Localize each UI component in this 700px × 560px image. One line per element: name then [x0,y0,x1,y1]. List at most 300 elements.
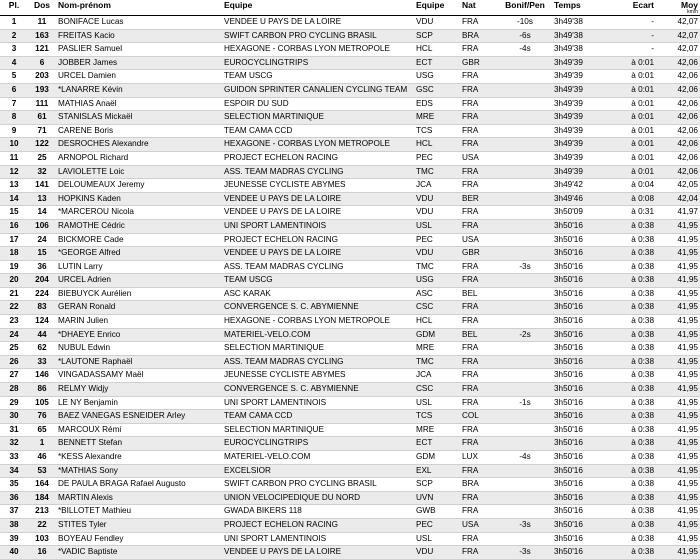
cell-gap: à 0:38 [606,451,656,465]
cell-gap: à 0:38 [606,247,656,261]
cell-bib: 106 [28,219,56,233]
cell-rider-name: *MARCEROU Nicola [56,206,222,220]
cell-team: SWIFT CARBON PRO CYCLING BRASIL [222,29,414,43]
cell-speed: 41,95 [656,315,700,329]
header-moy-label: Moy [681,0,698,10]
cell-time: 3h50'16 [552,383,606,397]
cell-gap: à 0:38 [606,355,656,369]
cell-bib: 61 [28,111,56,125]
cell-bib: 105 [28,396,56,410]
cell-nationality: FRA [460,355,498,369]
cell-team-code: TCS [414,410,460,424]
cell-rank: 3 [0,43,28,57]
cell-speed: 41,95 [656,233,700,247]
cell-bib: 203 [28,70,56,84]
cell-time: 3h50'16 [552,518,606,532]
cell-team-code: USG [414,274,460,288]
cell-bib: 71 [28,124,56,138]
cell-nationality: GBR [460,56,498,70]
cell-bonus [498,532,552,546]
cell-rider-name: STANISLAS Mickaël [56,111,222,125]
cell-team-code: VDU [414,546,460,560]
table-row [0,179,700,193]
cell-gap: à 0:38 [606,478,656,492]
cell-rider-name: BIEBUYCK Aurélien [56,287,222,301]
cell-rank: 37 [0,505,28,519]
cell-bib: 11 [28,16,56,30]
cell-nationality: FRA [460,165,498,179]
cell-speed: 42,06 [656,151,700,165]
cell-rider-name: CARENE Boris [56,124,222,138]
cell-gap: - [606,16,656,30]
cell-bonus [498,124,552,138]
cell-bib: 14 [28,206,56,220]
cell-time: 3h49'39 [552,138,606,152]
cell-bonus: -6s [498,29,552,43]
table-row [0,369,700,383]
cell-nationality: BRA [460,478,498,492]
cell-bib: 6 [28,56,56,70]
cell-speed: 42,06 [656,165,700,179]
table-row [0,546,700,560]
cell-team-code: GWB [414,505,460,519]
cell-time: 3h50'16 [552,464,606,478]
cell-time: 3h50'16 [552,546,606,560]
cell-gap: à 0:38 [606,491,656,505]
cell-team-code: GDM [414,328,460,342]
cell-time: 3h50'16 [552,491,606,505]
cell-time: 3h49'39 [552,151,606,165]
table-row [0,16,700,30]
cell-rider-name: LUTIN Larry [56,260,222,274]
cell-speed: 41,95 [656,274,700,288]
cell-gap: à 0:38 [606,423,656,437]
cell-nationality: LUX [460,451,498,465]
header-bonif: Bonif/Pen [498,0,552,16]
table-row [0,43,700,57]
table-row [0,423,700,437]
cell-speed: 41,95 [656,410,700,424]
cell-time: 3h50'16 [552,396,606,410]
cell-team-code: PEC [414,233,460,247]
cell-gap: à 0:38 [606,396,656,410]
cell-nationality: USA [460,518,498,532]
table-row [0,355,700,369]
cell-team-code: JCA [414,369,460,383]
cell-nationality: FRA [460,97,498,111]
table-row [0,260,700,274]
cell-gap: à 0:38 [606,437,656,451]
cell-team: EXCELSIOR [222,464,414,478]
cell-team: ASS. TEAM MADRAS CYCLING [222,355,414,369]
cell-gap: à 0:01 [606,70,656,84]
cell-speed: 41,95 [656,301,700,315]
cell-nationality: USA [460,233,498,247]
cell-team-code: ECT [414,437,460,451]
cell-bib: 103 [28,532,56,546]
cell-rank: 25 [0,342,28,356]
cell-bonus [498,192,552,206]
cell-team-code: TCS [414,124,460,138]
cell-team-code: USL [414,396,460,410]
cell-rank: 12 [0,165,28,179]
cell-gap: à 0:38 [606,518,656,532]
cell-team-code: EDS [414,97,460,111]
cell-team: UNI SPORT LAMENTINOIS [222,532,414,546]
cell-nationality: FRA [460,491,498,505]
cell-team-code: HCL [414,138,460,152]
cell-time: 3h49'39 [552,165,606,179]
cell-bib: 86 [28,383,56,397]
cell-bonus [498,151,552,165]
cell-rider-name: ARNOPOL Richard [56,151,222,165]
cell-rank: 31 [0,423,28,437]
cell-team: CONVERGENCE S. C. ABYMIENNE [222,383,414,397]
cell-gap: à 0:01 [606,165,656,179]
table-row [0,328,700,342]
cell-bonus: -3s [498,518,552,532]
cell-time: 3h49'38 [552,16,606,30]
cell-bib: 25 [28,151,56,165]
table-row [0,247,700,261]
cell-rank: 35 [0,478,28,492]
cell-bonus: -10s [498,16,552,30]
cell-gap: à 0:38 [606,464,656,478]
cell-bib: 44 [28,328,56,342]
cell-gap: à 0:38 [606,287,656,301]
cell-bib: 121 [28,43,56,57]
cell-time: 3h49'39 [552,97,606,111]
cell-rider-name: PASLIER Samuel [56,43,222,57]
cell-bib: 124 [28,315,56,329]
cell-bib: 193 [28,83,56,97]
cell-speed: 41,95 [656,423,700,437]
cell-bonus: -3s [498,546,552,560]
cell-team: HEXAGONE - CORBAS LYON METROPOLE [222,138,414,152]
cell-team-code: HCL [414,315,460,329]
cell-team-code: ASC [414,287,460,301]
cell-bonus [498,274,552,288]
cell-speed: 41,95 [656,532,700,546]
cell-rank: 17 [0,233,28,247]
header-name: Nom-prénom [56,0,222,16]
table-row [0,83,700,97]
cell-rider-name: GERAN Ronald [56,301,222,315]
cell-rider-name: RELMY Widjy [56,383,222,397]
cell-bonus [498,165,552,179]
cell-rank: 34 [0,464,28,478]
cell-team: UNI SPORT LAMENTINOIS [222,396,414,410]
cell-speed: 41,95 [656,518,700,532]
table-row [0,410,700,424]
cell-nationality: FRA [460,464,498,478]
cell-gap: à 0:38 [606,546,656,560]
cell-team-code: VDU [414,192,460,206]
table-row [0,56,700,70]
cell-team: ESPOIR DU SUD [222,97,414,111]
cell-gap: à 0:01 [606,151,656,165]
cell-team: ASS. TEAM MADRAS CYCLING [222,165,414,179]
cell-team-code: VDU [414,206,460,220]
cell-team: TEAM USCG [222,70,414,84]
table-row [0,138,700,152]
cell-nationality: COL [460,410,498,424]
cell-team: GWADA BIKERS 118 [222,505,414,519]
cell-time: 3h50'16 [552,274,606,288]
cell-speed: 42,06 [656,124,700,138]
cell-team: SELECTION MARTINIQUE [222,111,414,125]
cell-speed: 41,95 [656,383,700,397]
header-nat: Nat [460,0,498,16]
cell-rider-name: *LAUTONE Raphaël [56,355,222,369]
cell-rank: 21 [0,287,28,301]
cell-team-code: VDU [414,16,460,30]
cell-bonus [498,83,552,97]
cell-team: SELECTION MARTINIQUE [222,423,414,437]
cell-team: MATERIEL-VELO.COM [222,328,414,342]
cell-nationality: FRA [460,369,498,383]
table-row [0,97,700,111]
table-row [0,491,700,505]
cell-bib: 46 [28,451,56,465]
cell-bib: 62 [28,342,56,356]
cell-bib: 213 [28,505,56,519]
cell-gap: à 0:04 [606,179,656,193]
cell-speed: 41,95 [656,342,700,356]
cell-team-code: PEC [414,151,460,165]
cell-time: 3h49'38 [552,43,606,57]
header-dos: Dos [28,0,56,16]
cell-gap: à 0:31 [606,206,656,220]
cell-rank: 2 [0,29,28,43]
cell-rider-name: *VADIC Baptiste [56,546,222,560]
cell-bib: 224 [28,287,56,301]
cell-speed: 41,95 [656,219,700,233]
cell-bib: 76 [28,410,56,424]
cell-rank: 28 [0,383,28,397]
cell-bonus: -4s [498,43,552,57]
cell-gap: à 0:01 [606,138,656,152]
cell-rank: 20 [0,274,28,288]
table-row [0,151,700,165]
cell-team: VENDEE U PAYS DE LA LOIRE [222,247,414,261]
cell-speed: 42,07 [656,43,700,57]
cell-rank: 9 [0,124,28,138]
table-row [0,219,700,233]
cell-gap: à 0:38 [606,505,656,519]
cell-bib: 204 [28,274,56,288]
cell-gap: à 0:38 [606,383,656,397]
cell-bib: 22 [28,518,56,532]
table-row [0,518,700,532]
table-row [0,396,700,410]
cell-gap: à 0:01 [606,124,656,138]
header-temps: Temps [552,0,606,16]
cell-rider-name: *MATHIAS Sony [56,464,222,478]
cell-nationality: FRA [460,206,498,220]
cell-gap: à 0:38 [606,369,656,383]
cell-bib: 83 [28,301,56,315]
cell-time: 3h50'16 [552,233,606,247]
cell-rank: 13 [0,179,28,193]
cell-time: 3h50'16 [552,505,606,519]
cell-gap: à 0:38 [606,219,656,233]
table-row [0,464,700,478]
cell-team-code: USL [414,219,460,233]
cell-nationality: FRA [460,16,498,30]
cell-nationality: FRA [460,83,498,97]
cell-rider-name: DE PAULA BRAGA Rafael Augusto [56,478,222,492]
cell-rider-name: FREITAS Kacio [56,29,222,43]
header-moy-unit: km/h [687,9,698,15]
cell-gap: à 0:38 [606,410,656,424]
header-team-code: Equipe [414,0,460,16]
cell-time: 3h50'16 [552,410,606,424]
cell-nationality: FRA [460,342,498,356]
cell-rider-name: BAEZ VANEGAS ESNEIDER Arley [56,410,222,424]
cell-time: 3h49'39 [552,56,606,70]
cell-time: 3h50'16 [552,355,606,369]
cell-rider-name: STITES Tyler [56,518,222,532]
cell-nationality: BER [460,192,498,206]
cell-rider-name: MARCOUX Rémi [56,423,222,437]
cell-team: PROJECT ECHELON RACING [222,151,414,165]
table-row [0,478,700,492]
cell-nationality: FRA [460,546,498,560]
cell-rank: 40 [0,546,28,560]
table-row [0,451,700,465]
cell-nationality: FRA [460,505,498,519]
header-team: Equipe [222,0,414,16]
cell-rank: 23 [0,315,28,329]
cell-bib: 141 [28,179,56,193]
table-row [0,124,700,138]
cell-bib: 122 [28,138,56,152]
cell-speed: 41,95 [656,464,700,478]
cell-speed: 42,06 [656,97,700,111]
cell-speed: 42,04 [656,192,700,206]
cell-speed: 41,95 [656,287,700,301]
cell-team: ASS. TEAM MADRAS CYCLING [222,260,414,274]
cell-rider-name: *LANARRE Kévin [56,83,222,97]
cell-bonus [498,138,552,152]
cell-gap: - [606,29,656,43]
cell-team: VENDEE U PAYS DE LA LOIRE [222,546,414,560]
cell-rank: 38 [0,518,28,532]
cell-team: CONVERGENCE S. C. ABYMIENNE [222,301,414,315]
cell-gap: à 0:38 [606,328,656,342]
cell-time: 3h50'16 [552,451,606,465]
cell-rank: 19 [0,260,28,274]
cell-bonus [498,437,552,451]
header-pl: Pl. [0,0,28,16]
cell-gap: à 0:38 [606,233,656,247]
table-row [0,233,700,247]
cell-gap: à 0:01 [606,83,656,97]
cell-speed: 42,07 [656,29,700,43]
cell-rank: 18 [0,247,28,261]
cell-speed: 41,95 [656,260,700,274]
cell-nationality: FRA [460,111,498,125]
cell-nationality: FRA [460,437,498,451]
cell-team: UNI SPORT LAMENTINOIS [222,219,414,233]
cell-time: 3h49'38 [552,29,606,43]
cell-rank: 5 [0,70,28,84]
cell-bonus [498,478,552,492]
table-row [0,437,700,451]
cell-bib: 1 [28,437,56,451]
cell-team-code: PEC [414,518,460,532]
cell-bonus [498,56,552,70]
table-row [0,342,700,356]
cell-team: VENDEE U PAYS DE LA LOIRE [222,192,414,206]
cell-time: 3h49'39 [552,83,606,97]
cell-rider-name: BICKMORE Cade [56,233,222,247]
cell-bonus: -2s [498,328,552,342]
cell-gap: à 0:38 [606,260,656,274]
cell-speed: 41,95 [656,328,700,342]
cell-team-code: HCL [414,43,460,57]
cell-speed: 41,95 [656,451,700,465]
cell-time: 3h50'09 [552,206,606,220]
cell-rank: 36 [0,491,28,505]
cell-bonus [498,342,552,356]
cell-bonus [498,410,552,424]
table-row [0,315,700,329]
header-row [0,0,700,16]
cell-team: SWIFT CARBON PRO CYCLING BRASIL [222,478,414,492]
cell-nationality: FRA [460,138,498,152]
table-row [0,165,700,179]
cell-time: 3h50'16 [552,532,606,546]
cell-bib: 36 [28,260,56,274]
cell-time: 3h50'16 [552,437,606,451]
table-row [0,532,700,546]
cell-team: UNION VELOCIPEDIQUE DU NORD [222,491,414,505]
cell-nationality: FRA [460,70,498,84]
cell-team: VENDEE U PAYS DE LA LOIRE [222,16,414,30]
cell-time: 3h50'16 [552,301,606,315]
table-row [0,192,700,206]
cell-time: 3h50'16 [552,315,606,329]
cell-rank: 16 [0,219,28,233]
cell-time: 3h50'16 [552,342,606,356]
cell-team: ASC KARAK [222,287,414,301]
cell-rank: 6 [0,83,28,97]
cell-bonus [498,505,552,519]
table-row [0,287,700,301]
cell-speed: 42,06 [656,83,700,97]
cell-team: JEUNESSE CYCLISTE ABYMES [222,179,414,193]
cell-speed: 41,95 [656,396,700,410]
cell-team: HEXAGONE - CORBAS LYON METROPOLE [222,43,414,57]
cell-bonus [498,464,552,478]
cell-bib: 32 [28,165,56,179]
cell-nationality: USA [460,151,498,165]
cell-bonus [498,206,552,220]
cell-team-code: USG [414,70,460,84]
cell-nationality: FRA [460,301,498,315]
cell-team: PROJECT ECHELON RACING [222,233,414,247]
cell-nationality: FRA [460,219,498,233]
cell-bonus: -1s [498,396,552,410]
cell-rank: 29 [0,396,28,410]
cell-rank: 39 [0,532,28,546]
cell-time: 3h49'39 [552,70,606,84]
cell-team: EUROCYCLINGTRIPS [222,56,414,70]
cell-team-code: SCP [414,478,460,492]
cell-nationality: FRA [460,383,498,397]
